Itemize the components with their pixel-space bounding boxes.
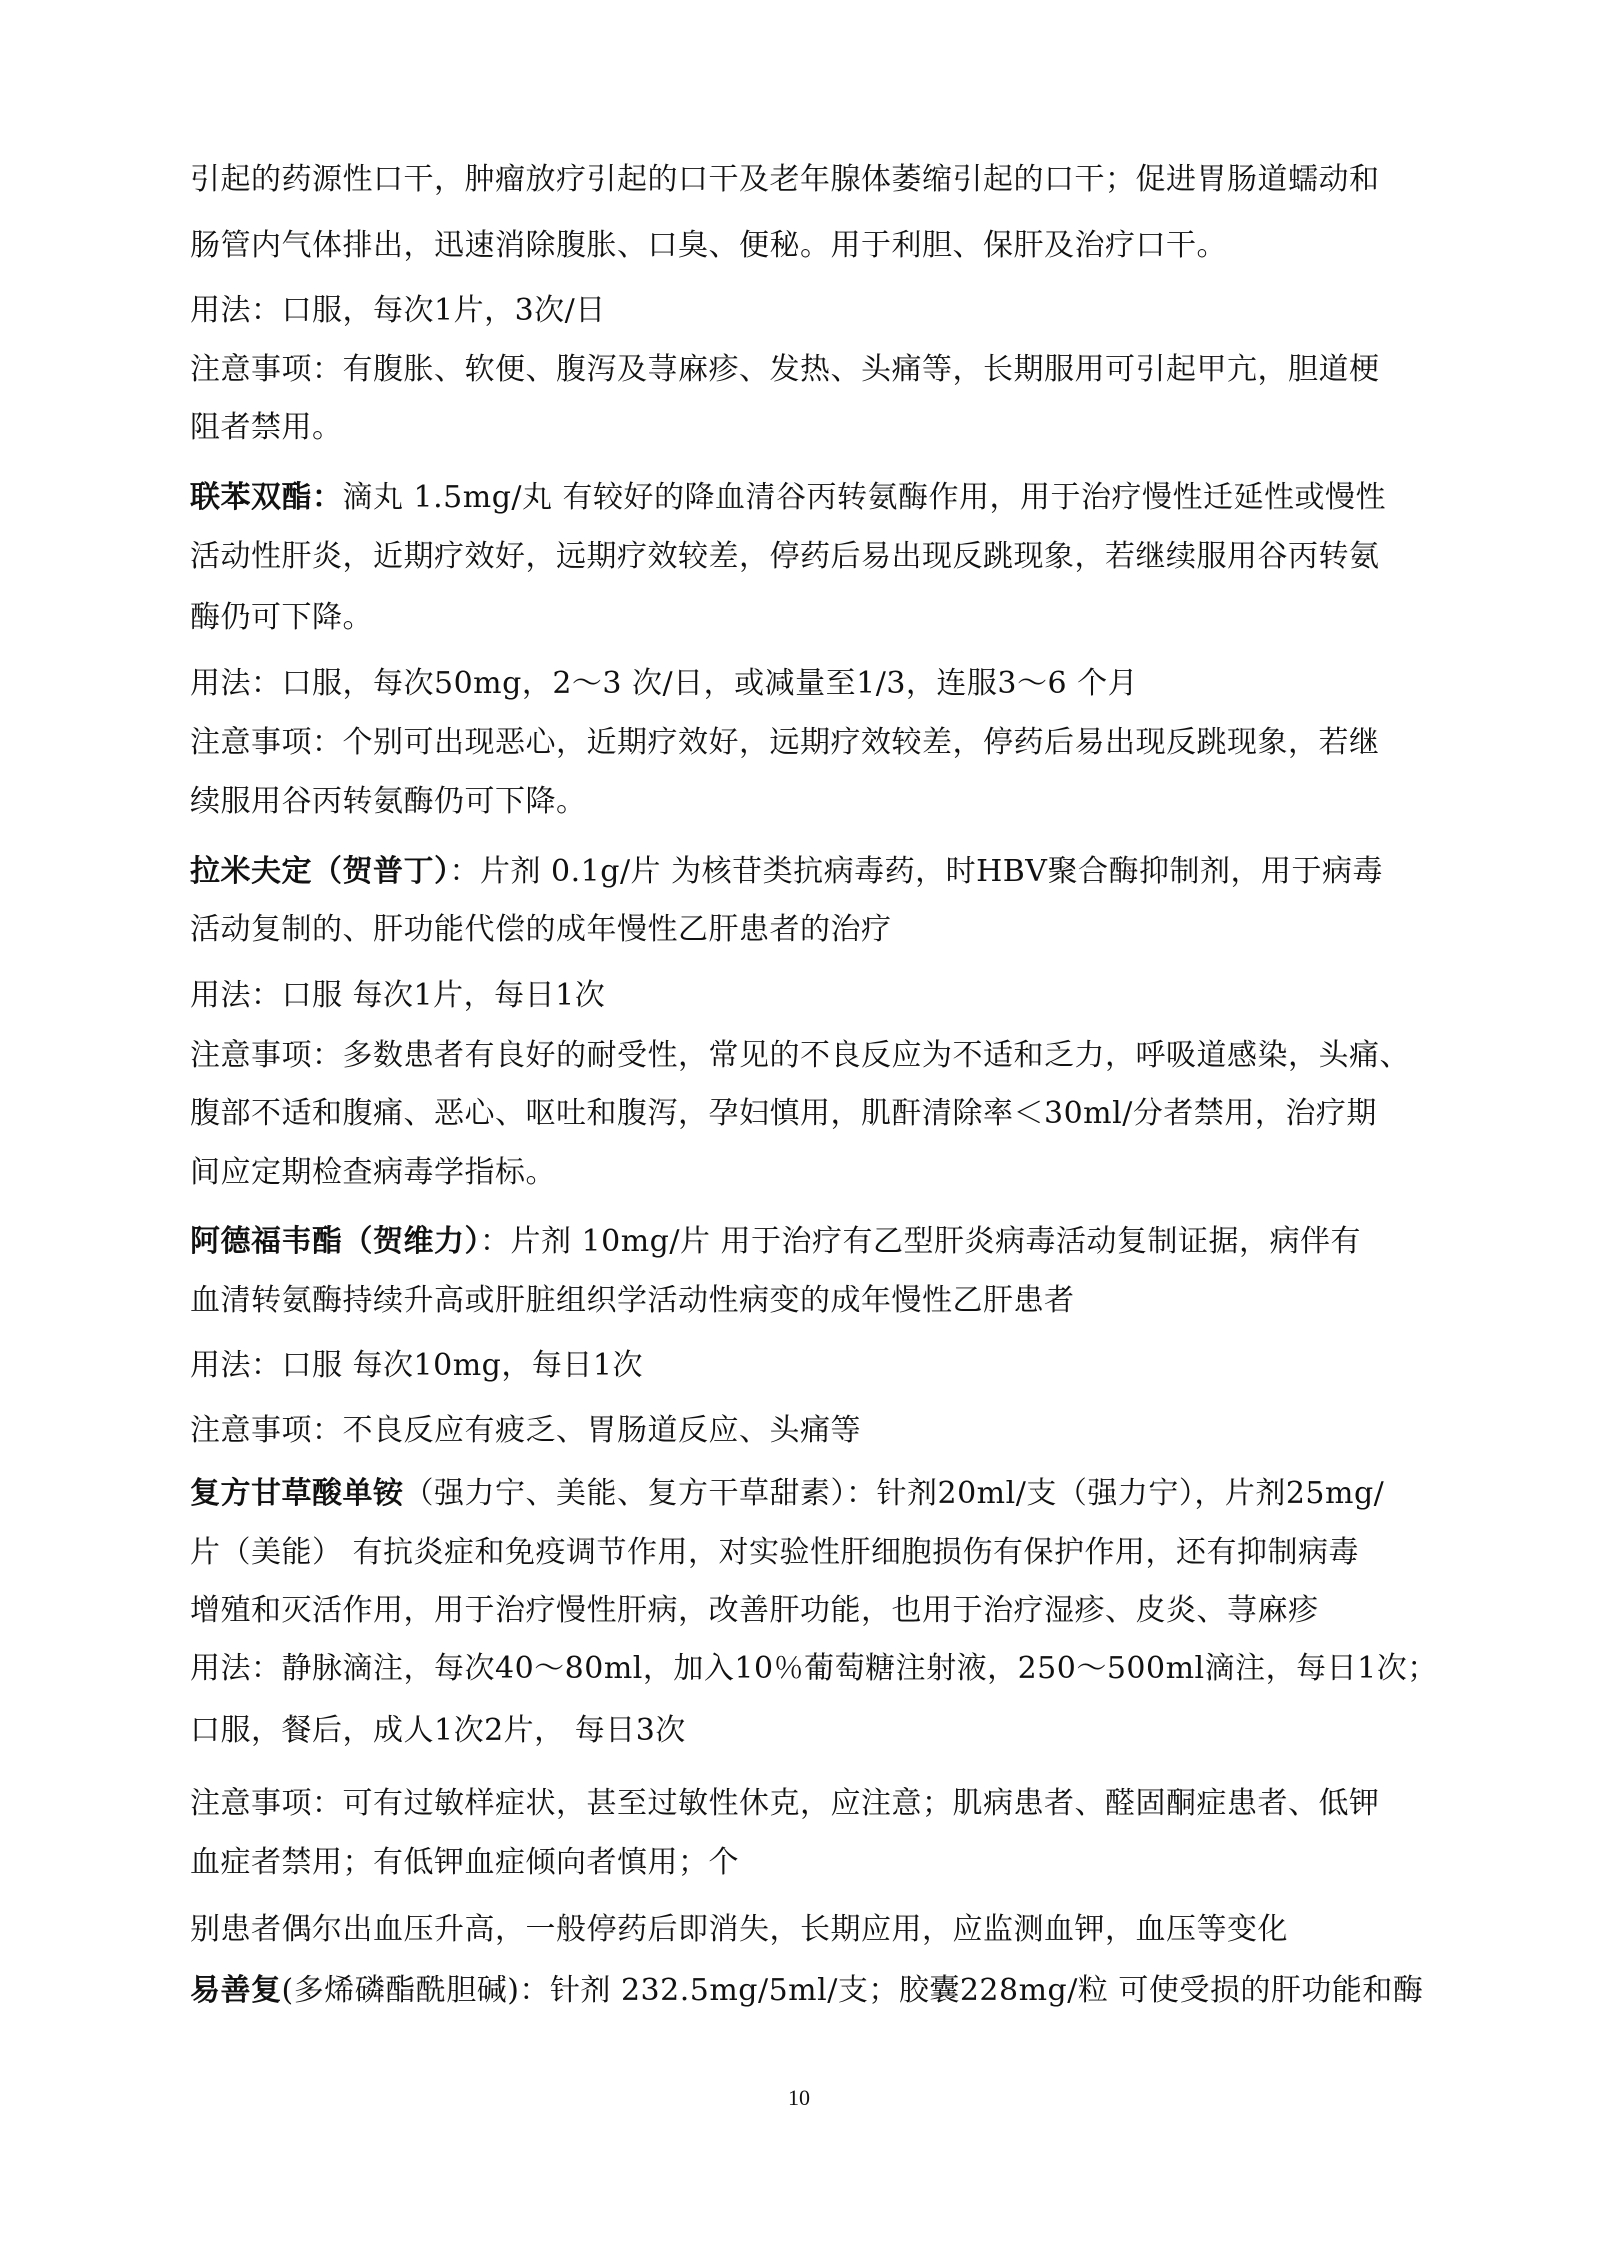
caution-line: 注意事项：多数患者有良好的耐受性，常见的不良反应为不适和乏力，呼吸道感染，头痛、: [190, 1038, 1410, 1073]
drug-entry-adefovir: 阿德福韦酯（贺维力）：片剂 10mg/片 用于治疗有乙型肝炎病毒活动复制证据，病伴有: [190, 1224, 1362, 1259]
text-line-5: 阻者禁用。: [190, 410, 343, 445]
text-line-1: 引起的药源性口干，肿瘤放疗引起的口干及老年腺体萎缩引起的口干；促进胃肠道蠕动和: [190, 162, 1380, 197]
usage-line: 用法：口服，每次50mg，2～3 次/日，或减量至1/3，连服3～6 个月: [190, 666, 1139, 701]
drug-name: 拉米夫定（贺普丁）: [190, 854, 450, 889]
drug-name: 阿德福韦酯（贺维力）: [190, 1224, 480, 1259]
text-line-7: 活动性肝炎，近期疗效好，远期疗效较差，停药后易出现反跳现象，若继续服用谷丙转氨: [190, 539, 1380, 574]
text-line-17: 间应定期检查病毒学指标。: [190, 1155, 556, 1190]
text-line-23: 片（美能） 有抗炎症和免疫调节作用，对实验性肝细胞损伤有保护作用，还有抑制病毒: [190, 1535, 1360, 1570]
caution-line: 注意事项：有腹胀、软便、腹泻及荨麻疹、发热、头痛等，长期服用可引起甲亢，胆道梗: [190, 352, 1380, 387]
drug-name: 易善复: [190, 1973, 282, 2008]
drug-entry-bifendate: 联苯双酯：滴丸 1.5mg/丸 有较好的降血清谷丙转氨酶作用，用于治疗慢性迁延性或慢性: [190, 480, 1387, 515]
drug-entry-glycyrrhizin: 复方甘草酸单铵（强力宁、美能、复方干草甜素）：针剂20ml/支（强力宁），片剂25mg/: [190, 1476, 1385, 1511]
text-line-2: 肠管内气体排出，迅速消除腹胀、口臭、便秘。用于利胆、保肝及治疗口干。: [190, 228, 1227, 263]
caution-line: 注意事项：不良反应有疲乏、胃肠道反应、头痛等: [190, 1413, 861, 1448]
text-line-28: 血症者禁用；有低钾血症倾向者慎用；个: [190, 1845, 739, 1880]
text-line-24: 增殖和灭活作用，用于治疗慢性肝病，改善肝功能，也用于治疗湿疹、皮炎、荨麻疹: [190, 1593, 1319, 1628]
usage-line: 用法：口服 每次1片，每日1次: [190, 978, 606, 1013]
usage-line: 用法：静脉滴注，每次40～80ml，加入10％葡萄糖注射液，250～500ml滴注，每日1次；: [190, 1651, 1438, 1686]
text-line-8: 酶仍可下降。: [190, 600, 373, 635]
text-line-11: 续服用谷丙转氨酶仍可下降。: [190, 784, 587, 819]
text-line-29: 别患者偶尔出血压升高，一般停药后即消失，长期应用，应监测血钾，血压等变化: [190, 1912, 1288, 1947]
text-line-16: 腹部不适和腹痛、恶心、呕吐和腹泻，孕妇慎用，肌酐清除率＜30ml/分者禁用，治疗期: [190, 1096, 1377, 1131]
drug-name: 联苯双酯：: [190, 480, 343, 515]
text-line-19: 血清转氨酶持续升高或肝脏组织学活动性病变的成年慢性乙肝患者: [190, 1283, 1075, 1318]
usage-line: 用法：口服 每次10mg，每日1次: [190, 1348, 643, 1383]
caution-line: 注意事项：个别可出现恶心，近期疗效好，远期疗效较差，停药后易出现反跳现象，若继: [190, 725, 1380, 760]
drug-entry-lamivudine: 拉米夫定（贺普丁）：片剂 0.1g/片 为核苷类抗病毒药，时HBV聚合酶抑制剂，用于病毒: [190, 854, 1383, 889]
text-line-26: 口服，餐后，成人1次2片， 每日3次: [190, 1713, 686, 1748]
caution-line: 注意事项：可有过敏样症状，甚至过敏性休克，应注意；肌病患者、醛固酮症患者、低钾: [190, 1786, 1380, 1821]
page-number: 10: [788, 2085, 810, 2110]
drug-name: 复方甘草酸单铵: [190, 1476, 404, 1511]
usage-line: 用法：口服，每次1片，3次/日: [190, 293, 606, 328]
drug-entry-polyene-phosphatidylcholine: 易善复(多烯磷酯酰胆碱)：针剂 232.5mg/5ml/支；胶囊228mg/粒 可使受损的肝功能和酶: [190, 1973, 1424, 2008]
text-line-13: 活动复制的、肝功能代偿的成年慢性乙肝患者的治疗: [190, 912, 892, 947]
